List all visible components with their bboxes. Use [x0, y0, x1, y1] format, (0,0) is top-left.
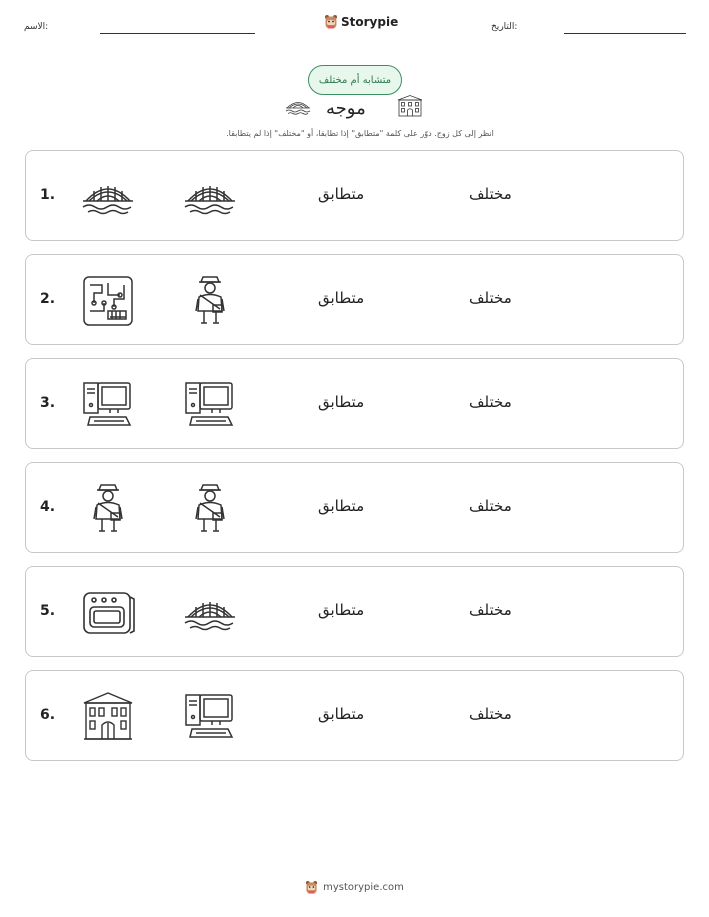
name-line[interactable] [100, 33, 255, 34]
building-icon [80, 689, 136, 745]
oven-icon [80, 585, 136, 641]
option-different[interactable]: مختلف [469, 601, 512, 619]
question-number: 2. [40, 291, 56, 307]
question-number: 1. [40, 187, 56, 203]
mail-carrier-icon [182, 481, 238, 537]
bridge-icon [80, 169, 136, 225]
option-same[interactable]: متطابق [318, 497, 365, 515]
option-different[interactable]: مختلف [469, 497, 512, 515]
storypie-mascot-icon [305, 880, 318, 895]
option-different[interactable]: مختلف [469, 289, 512, 307]
brand-logo [324, 14, 398, 30]
circuit-board-icon [80, 273, 136, 329]
question-number: 6. [40, 707, 56, 723]
question-row-6 [25, 670, 684, 761]
question-row-2 [25, 254, 684, 345]
question-number: 4. [40, 499, 56, 515]
instructions-text: انظر إلى كل زوج. دوّر على كلمة "متطابق" إذا تطابقا، أو "مختلف" إذا لم يتطابقا. [226, 129, 494, 138]
bridge-icon [283, 96, 313, 116]
question-number: 5. [40, 603, 56, 619]
option-same[interactable]: متطابق [318, 185, 365, 203]
option-same[interactable]: متطابق [318, 601, 365, 619]
question-row-3 [25, 358, 684, 449]
footer-site-link[interactable]: mystorypie.com [323, 882, 404, 893]
computer-icon [182, 689, 238, 745]
bridge-icon [182, 585, 238, 641]
date-label: التاريخ: [491, 22, 518, 32]
date-line[interactable] [564, 33, 686, 34]
option-different[interactable]: مختلف [469, 185, 512, 203]
option-same[interactable]: متطابق [318, 393, 365, 411]
question-row-4 [25, 462, 684, 553]
worksheet-type-badge: متشابه أم مختلف [308, 65, 402, 95]
question-row-5 [25, 566, 684, 657]
brand-name: Storypie [341, 15, 399, 29]
mail-carrier-icon [80, 481, 136, 537]
computer-icon [80, 377, 136, 433]
option-same[interactable]: متطابق [318, 705, 365, 723]
option-different[interactable]: مختلف [469, 705, 512, 723]
question-number: 3. [40, 395, 56, 411]
option-same[interactable]: متطابق [318, 289, 365, 307]
question-row-1 [25, 150, 684, 241]
computer-icon [182, 377, 238, 433]
building-icon [395, 94, 425, 118]
footer [0, 880, 709, 895]
worksheet-title: موجه [326, 98, 366, 119]
mail-carrier-icon [182, 273, 238, 329]
name-label: الاسم: [24, 22, 49, 32]
option-different[interactable]: مختلف [469, 393, 512, 411]
storypie-mascot-icon [324, 14, 338, 30]
bridge-icon [182, 169, 238, 225]
